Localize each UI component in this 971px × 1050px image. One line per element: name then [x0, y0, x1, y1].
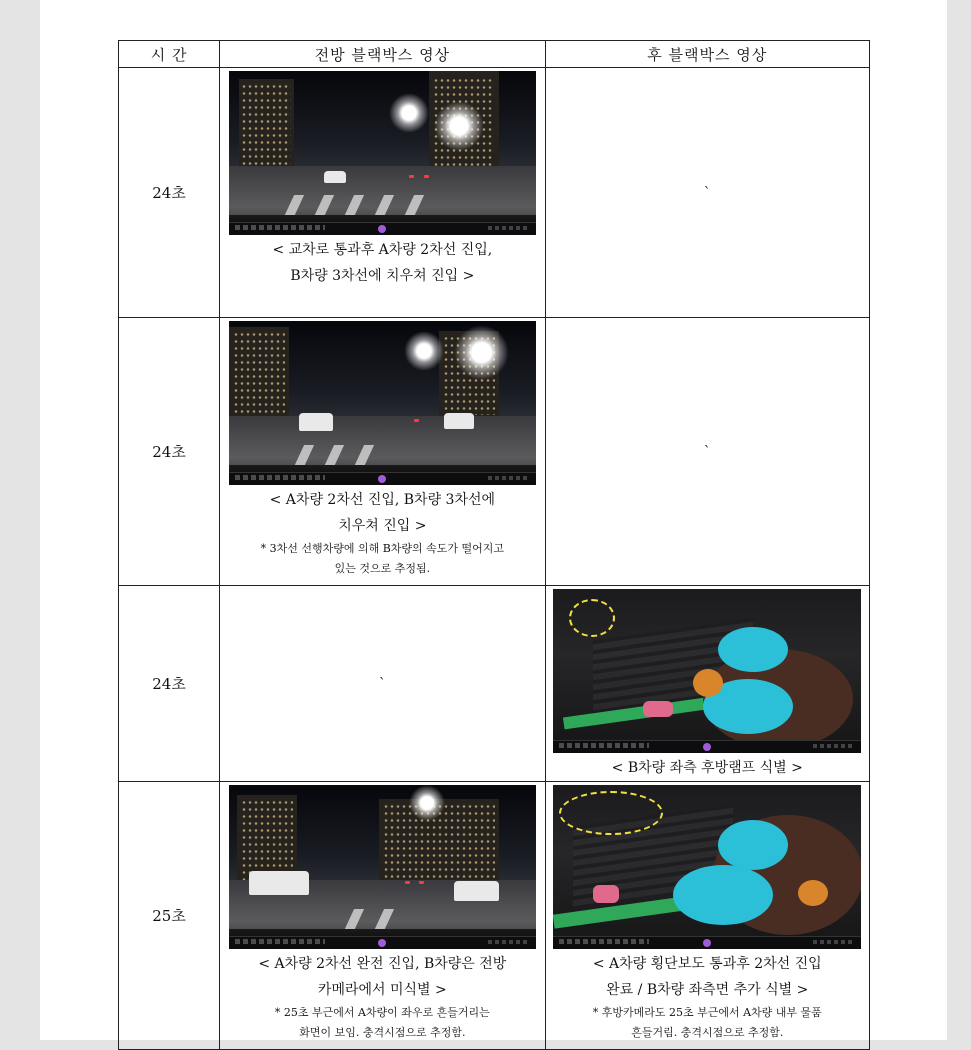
time-cell: 25초: [119, 782, 220, 1050]
header-rear-video: 후 블랙박스 영상: [545, 41, 869, 68]
header-time: 시 간: [119, 41, 220, 68]
time-cell: 24초: [119, 68, 220, 318]
time-cell: 24초: [119, 318, 220, 586]
front-caption-line-2: 치우쳐 진입 >: [338, 518, 427, 534]
front-caption-line-1: < A차량 2차선 완전 진입, B차량은 전방: [258, 956, 507, 972]
front-caption-line-1: < 교차로 통과후 A차량 2차선 진입,: [272, 242, 493, 258]
table-row: [119, 586, 870, 782]
rear-caption-line-1: < B차량 좌측 후방램프 식별 >: [611, 760, 803, 776]
table-header-row: [119, 41, 870, 68]
front-caption-line-2: B차량 3차선에 치우쳐 진입 >: [290, 268, 475, 284]
front-dashcam-image: [229, 321, 536, 485]
front-cell: [220, 318, 545, 586]
front-note-line-2: 있는 것으로 추정됨.: [334, 562, 431, 575]
evidence-table: [118, 40, 870, 1050]
front-dashcam-image: [229, 71, 536, 235]
front-cell: [220, 782, 545, 1050]
rear-caption-line-1: < A차량 횡단보도 통과후 2차선 진입: [592, 956, 822, 972]
rear-cell: [545, 782, 869, 1050]
table-row: [119, 782, 870, 1050]
front-note-line-1: * 25초 부근에서 A차량이 좌우로 흔들거리는: [274, 1006, 490, 1019]
header-front-video: 전방 블랙박스 영상: [220, 41, 545, 68]
front-dashcam-image: [229, 785, 536, 949]
rear-note-line-2: 흔들거림. 충격시점으로 추정함.: [631, 1026, 784, 1039]
time-cell: 24초: [119, 586, 220, 782]
document-page: [40, 0, 947, 1040]
front-caption-line-1: < A차량 2차선 진입, B차량 3차선에: [269, 492, 496, 508]
front-note-line-1: * 3차선 선행차량에 의해 B차량의 속도가 떨어지고: [260, 542, 505, 555]
rear-empty-cell: `: [545, 318, 869, 586]
rear-cell: [545, 586, 869, 782]
rear-empty-cell: `: [545, 68, 869, 318]
rear-dashcam-image: [553, 589, 861, 753]
rear-dashcam-image: [553, 785, 861, 949]
rear-note-line-1: * 후방카메라도 25초 부근에서 A차량 내부 물품: [592, 1006, 822, 1019]
front-cell: [220, 68, 545, 318]
table-row: [119, 68, 870, 318]
front-note-line-2: 화면이 보임. 충격시점으로 추정함.: [299, 1026, 466, 1039]
front-caption-line-2: 카메라에서 미식별 >: [317, 982, 447, 998]
table-row: [119, 318, 870, 586]
front-empty-cell: `: [220, 586, 545, 782]
rear-caption-line-2: 완료 / B차량 좌측면 추가 식별 >: [606, 982, 809, 998]
